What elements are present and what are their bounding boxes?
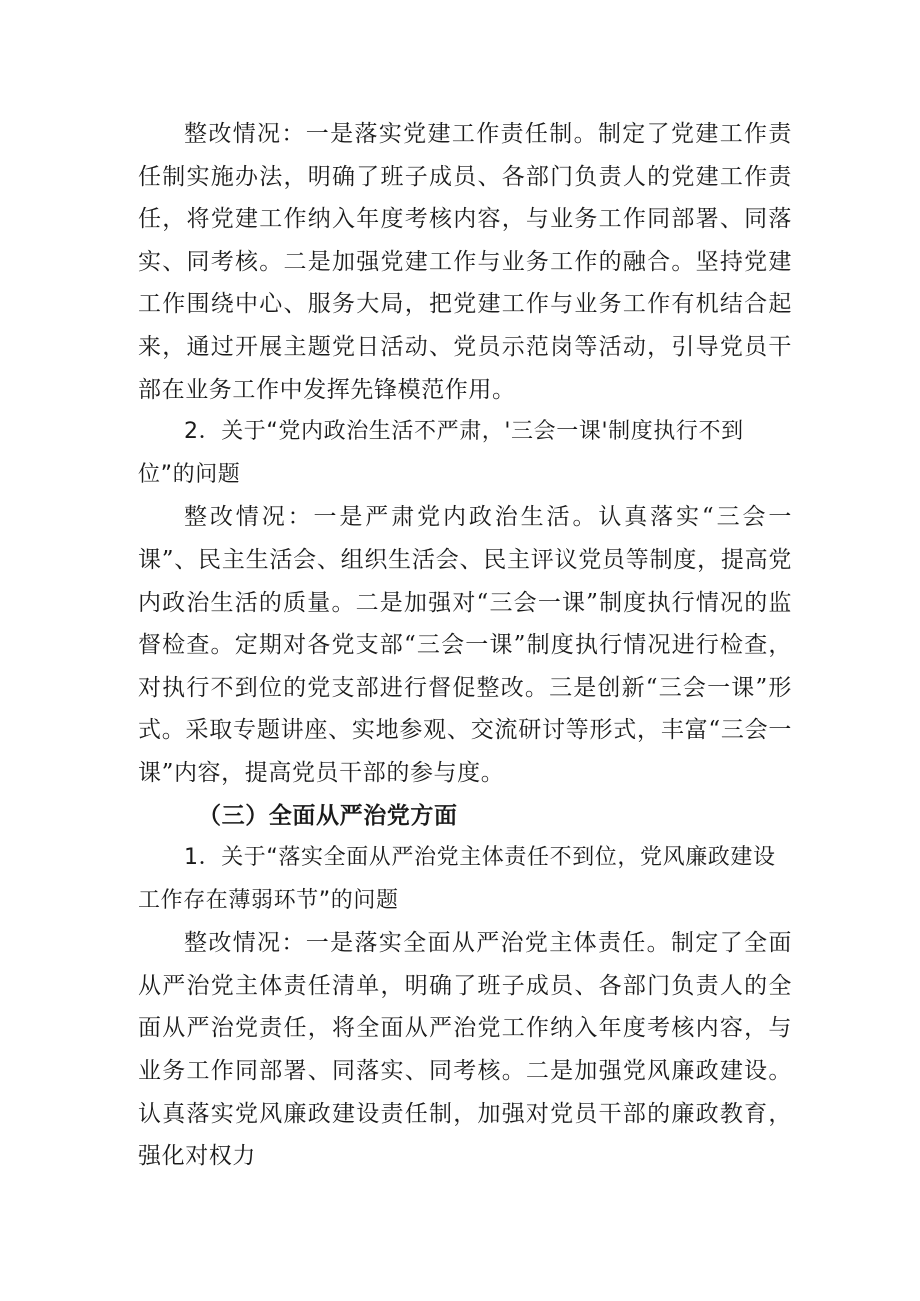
section-heading-strict-governance: （三）全面从严治党方面 <box>198 801 458 829</box>
item-heading-2: 2．关于“党内政治生活不严肃，'三会一课'制度执行不到位”的问题 <box>138 419 744 487</box>
item-heading-1: 1．关于“落实全面从严治党主体责任不到位，党风廉政建设工作存在薄弱环节”的问题 <box>138 845 776 913</box>
paragraph-rectification-political-life: 整改情况：一是严肃党内政治生活。认真落实“三会一课”、民主生活会、组织生活会、民主评议党员等制度，提高党内政治生活的质量。二是加强对“三会一课”制度执行情况的监督检查。定期对各党支部“三会一课”制度执行情况进行检查，对执行不到位的党支部进行督促整改。三是创新“三会一课”形式。采取专题讲座、实地参观、交流研讨等形式，丰富“三会一课”内容，提高党员干部的参与度。 <box>138 504 792 786</box>
paragraph-rectification-party-building: 整改情况：一是落实党建工作责任制。制定了党建工作责任制实施办法，明确了班子成员、各部门负责人的党建工作责任，将党建工作纳入年度考核内容，与业务工作同部署、同落实、同考核。二是加强党建工作与业务工作的融合。坚持党建工作围绕中心、服务大局，把党建工作与业务工作有机结合起来，通过开展主题党日活动、党员示范岗等活动，引导党员干部在业务工作中发挥先锋模范作用。 <box>138 121 792 403</box>
paragraph-rectification-main-responsibility: 整改情况：一是落实全面从严治党主体责任。制定了全面从严治党主体责任清单，明确了班子成员、各部门负责人的全面从严治党责任，将全面从严治党工作纳入年度考核内容，与业务工作同部署、同落实、同考核。二是加强党风廉政建设。认真落实党风廉政建设责任制，加强对党员干部的廉政教育，强化对权力 <box>138 930 792 1170</box>
document-body <box>138 113 792 1178</box>
